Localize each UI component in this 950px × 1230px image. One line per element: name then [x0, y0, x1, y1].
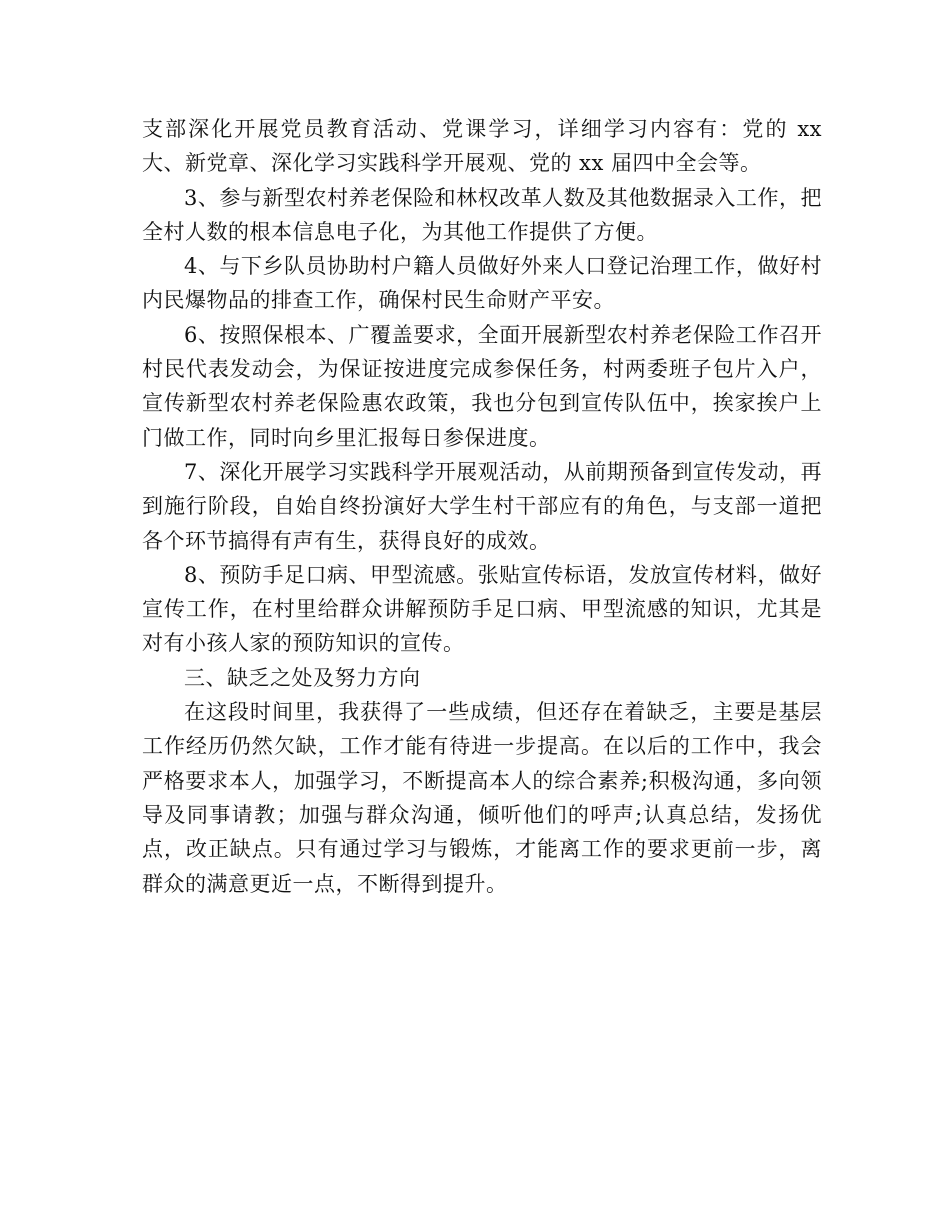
paragraph-item-3: 3、参与新型农村养老保险和林权改革人数及其他数据录入工作，把全村人数的根本信息电子化，为其他工作提供了方便。: [142, 185, 822, 244]
paragraph-item-4: 4、与下乡队员协助村户籍人员做好外来人口登记治理工作，做好村内民爆物品的排查工作，确保村民生命财产平安。: [142, 254, 822, 313]
document-body: [142, 112, 822, 901]
paragraph-item-7: 7、深化开展学习实践科学开展观活动，从前期预备到宣传发动，再到施行阶段，自始自终扮演好大学生村干部应有的角色，与支部一道把各个环节搞得有声有生，获得良好的成效。: [142, 459, 822, 553]
paragraph-item-6: 6、按照保根本、广覆盖要求，全面开展新型农村养老保险工作召开村民代表发动会，为保证按进度完成参保任务，村两委班子包片入户，宣传新型农村养老保险惠农政策，我也分包到宣传队伍中，挨家挨户上门做工作，同时向乡里汇报每日参保进度。: [142, 322, 822, 450]
paragraph-continued: 支部深化开展党员教育活动、党课学习，详细学习内容有：党的 xx 大、新党章、深化学习实践科学开展观、党的 xx 届四中全会等。: [142, 117, 822, 176]
paragraph-item-8: 8、预防手足口病、甲型流感。张贴宣传标语，发放宣传材料，做好宣传工作，在村里给群众讲解预防手足口病、甲型流感的知识，尤其是对有小孩人家的预防知识的宣传。: [142, 562, 822, 656]
paragraph-summary: 在这段时间里，我获得了一些成绩，但还存在着缺乏，主要是基层工作经历仍然欠缺，工作才能有待进一步提高。在以后的工作中，我会严格要求本人，加强学习，不断提高本人的综合素养;积极沟通，多向领导及同事请教；加强与群众沟通，倾听他们的呼声;认真总结，发扬优点，改正缺点。只有通过学习与锻炼，才能离工作的要求更前一步，离群众的满意更近一点，不断得到提升。: [142, 700, 822, 896]
section-heading: 三、缺乏之处及努力方向: [184, 665, 421, 690]
